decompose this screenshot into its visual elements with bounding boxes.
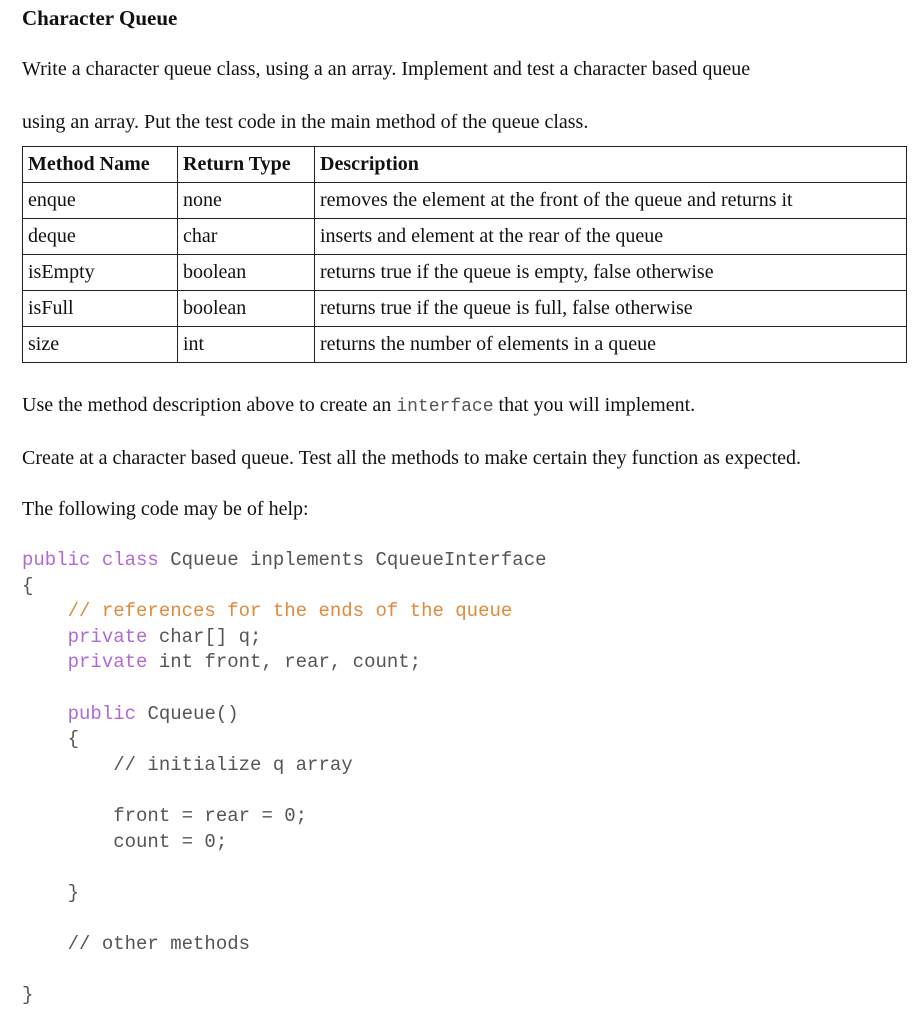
code-comment-init: // initialize q array (113, 753, 353, 776)
return-type-cell: boolean (178, 291, 315, 327)
table-header-row (23, 147, 907, 183)
code-comment-other: // other methods (67, 932, 251, 955)
code-keyword-class: class (101, 549, 159, 571)
code-class-declaration: Cqueue inplements CqueueInterface (170, 549, 547, 571)
code-stmt-front-rear: front = rear = 0; (113, 804, 308, 827)
code-snippet (22, 548, 547, 1009)
code-keyword-private: private (67, 625, 148, 648)
return-type-cell: boolean (178, 255, 315, 291)
table-row (23, 327, 907, 363)
table-row (23, 291, 907, 327)
description-cell: returns true if the queue is full, false otherwise (315, 291, 907, 327)
code-keyword-public: public (67, 702, 137, 725)
methods-table (22, 146, 907, 363)
table-row (23, 183, 907, 219)
code-keyword-public: public (22, 549, 91, 571)
header-method-name: Method Name (23, 147, 178, 183)
method-name-cell: deque (23, 219, 178, 255)
instruction-helper-code: The following code may be of help: (22, 498, 309, 520)
description-cell: inserts and element at the rear of the queue (315, 219, 907, 255)
table-row (23, 255, 907, 291)
header-description: Description (315, 147, 907, 183)
code-comment-ends: // references for the ends of the queue (67, 600, 513, 623)
code-open-brace: { (67, 728, 80, 751)
intro-line-2: using an array. Put the test code in the main method of the queue class. (22, 111, 589, 133)
return-type-cell: char (178, 219, 315, 255)
return-type-cell: none (178, 183, 315, 219)
header-return-type: Return Type (178, 147, 315, 183)
code-stmt-count: count = 0; (113, 830, 228, 853)
instruction-interface-suffix: that you will implement. (493, 394, 696, 416)
method-name-cell: isEmpty (23, 255, 178, 291)
description-cell: returns the number of elements in a queue (315, 327, 907, 363)
code-keyword-private: private (67, 651, 148, 674)
description-cell: removes the element at the front of the queue and returns it (315, 183, 907, 219)
instruction-interface-prefix: Use the method description above to create an (22, 394, 397, 416)
code-close-brace: } (67, 881, 80, 904)
code-close-brace: } (22, 984, 34, 1007)
return-type-cell: int (178, 327, 315, 363)
table-row (23, 219, 907, 255)
interface-keyword: interface (396, 397, 494, 417)
method-name-cell: isFull (23, 291, 178, 327)
code-open-brace: { (22, 574, 34, 597)
code-field-q: char[] q; (158, 625, 262, 648)
method-name-cell: enque (23, 183, 178, 219)
code-constructor-signature: Cqueue() (147, 702, 239, 725)
intro-line-1: Write a character queue class, using a an array. Implement and test a character based queue (22, 58, 751, 80)
description-cell: returns true if the queue is empty, false otherwise (315, 255, 907, 291)
code-field-ints: int front, rear, count; (158, 651, 422, 674)
method-name-cell: size (23, 327, 178, 363)
instruction-interface (22, 394, 695, 417)
page-title: Character Queue (22, 6, 178, 30)
instruction-create-queue: Create at a character based queue. Test all the methods to make certain they function as expected. (22, 447, 802, 469)
